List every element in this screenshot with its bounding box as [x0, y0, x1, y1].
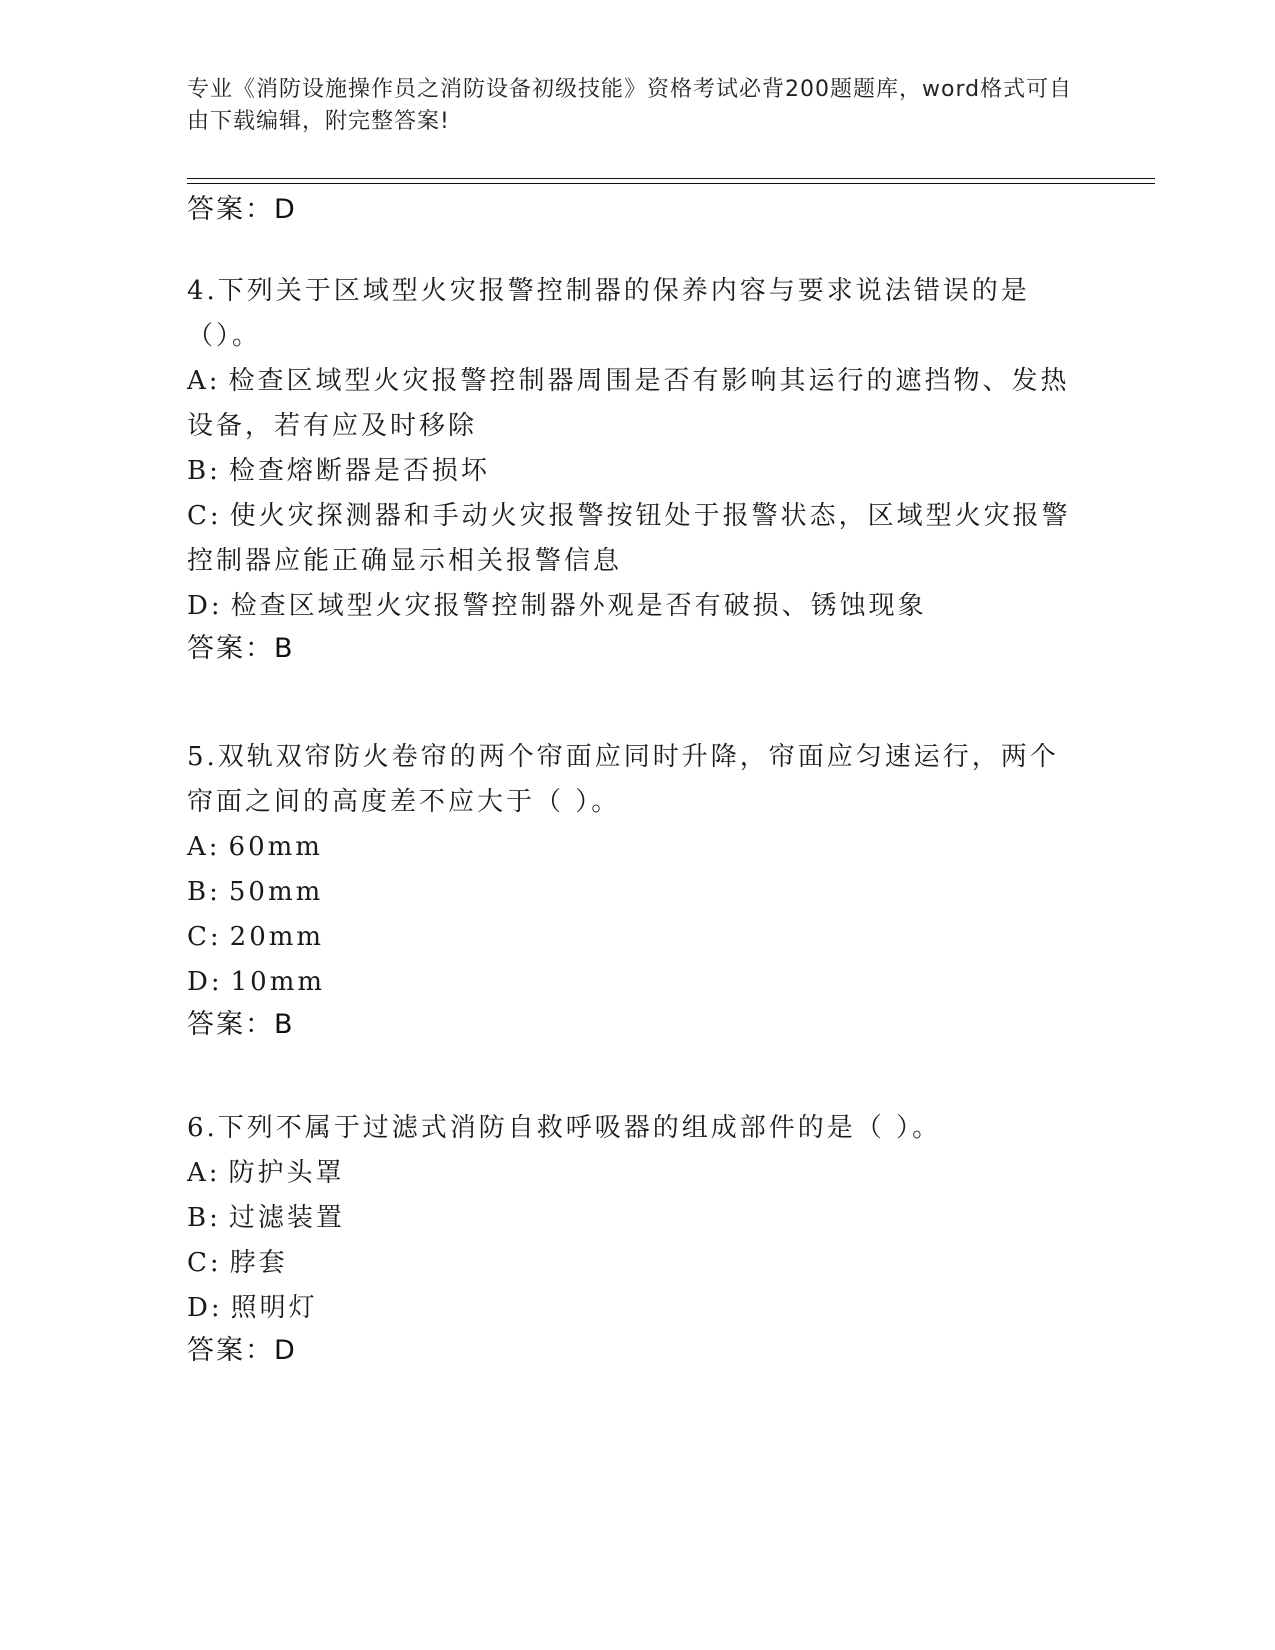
option-label: A: [187, 366, 221, 396]
option-label: C: [187, 501, 222, 531]
option-d [187, 960, 1087, 1005]
question-4 [187, 269, 1087, 669]
option-text: 过滤装置 [228, 1203, 345, 1233]
option-b [187, 870, 1087, 915]
option-text: 防护头罩 [228, 1158, 345, 1188]
option-text: 检查熔断器是否损坏 [228, 456, 490, 486]
question-5 [187, 735, 1087, 1045]
option-text: 10mm [230, 967, 326, 997]
option-label: D: [187, 1293, 223, 1323]
answer-line: 答案：D [187, 1335, 297, 1366]
header-divider-bottom [187, 183, 1155, 184]
option-text: 60mm [228, 832, 323, 862]
option-label: C: [187, 1248, 222, 1278]
answer-line: 答案：B [187, 1009, 295, 1040]
option-text: 50mm [228, 877, 324, 907]
option-label: B: [187, 1203, 221, 1233]
option-text: 照明灯 [230, 1293, 318, 1323]
option-d [187, 584, 1087, 629]
option-label: A: [187, 1158, 221, 1188]
option-c [187, 1241, 1087, 1286]
option-label: D: [187, 967, 223, 997]
option-text: 检查区域型火灾报警控制器周围是否有影响其运行的遮挡物、发热设备，若有应及时移除 [187, 366, 1070, 441]
option-text: 20mm [229, 922, 325, 952]
option-label: A: [187, 832, 221, 862]
option-a [187, 1151, 1087, 1196]
option-text: 检查区域型火灾报警控制器外观是否有破损、锈蚀现象 [230, 591, 927, 621]
header-divider-top [187, 178, 1155, 179]
option-label: B: [187, 877, 221, 907]
question-text: 6.下列不属于过滤式消防自救呼吸器的组成部件的是（ ）。 [187, 1113, 942, 1143]
option-c [187, 915, 1087, 960]
option-label: C: [187, 922, 222, 952]
option-b [187, 1196, 1087, 1241]
option-a [187, 825, 1087, 870]
option-a [187, 359, 1087, 449]
document-header: 专业《消防设施操作员之消防设备初级技能》资格考试必背200题题库，word格式可自由下载编辑，附完整答案! [187, 77, 1073, 134]
question-text: 5.双轨双帘防火卷帘的两个帘面应同时升降，帘面应匀速运行，两个帘面之间的高度差不应大于（ ）。 [187, 742, 1059, 817]
question-text: 4.下列关于区域型火灾报警控制器的保养内容与要求说法错误的是（）。 [187, 276, 1030, 351]
option-text: 脖套 [229, 1248, 288, 1278]
previous-answer: 答案：D [187, 194, 297, 225]
question-6 [187, 1106, 1087, 1371]
option-d [187, 1286, 1087, 1331]
option-text: 使火灾探测器和手动火灾报警按钮处于报警状态，区域型火灾报警控制器应能正确显示相关报警信息 [187, 501, 1071, 576]
option-b [187, 449, 1087, 494]
option-c [187, 494, 1087, 584]
option-label: B: [187, 456, 221, 486]
answer-line: 答案：B [187, 633, 295, 664]
option-label: D: [187, 591, 223, 621]
